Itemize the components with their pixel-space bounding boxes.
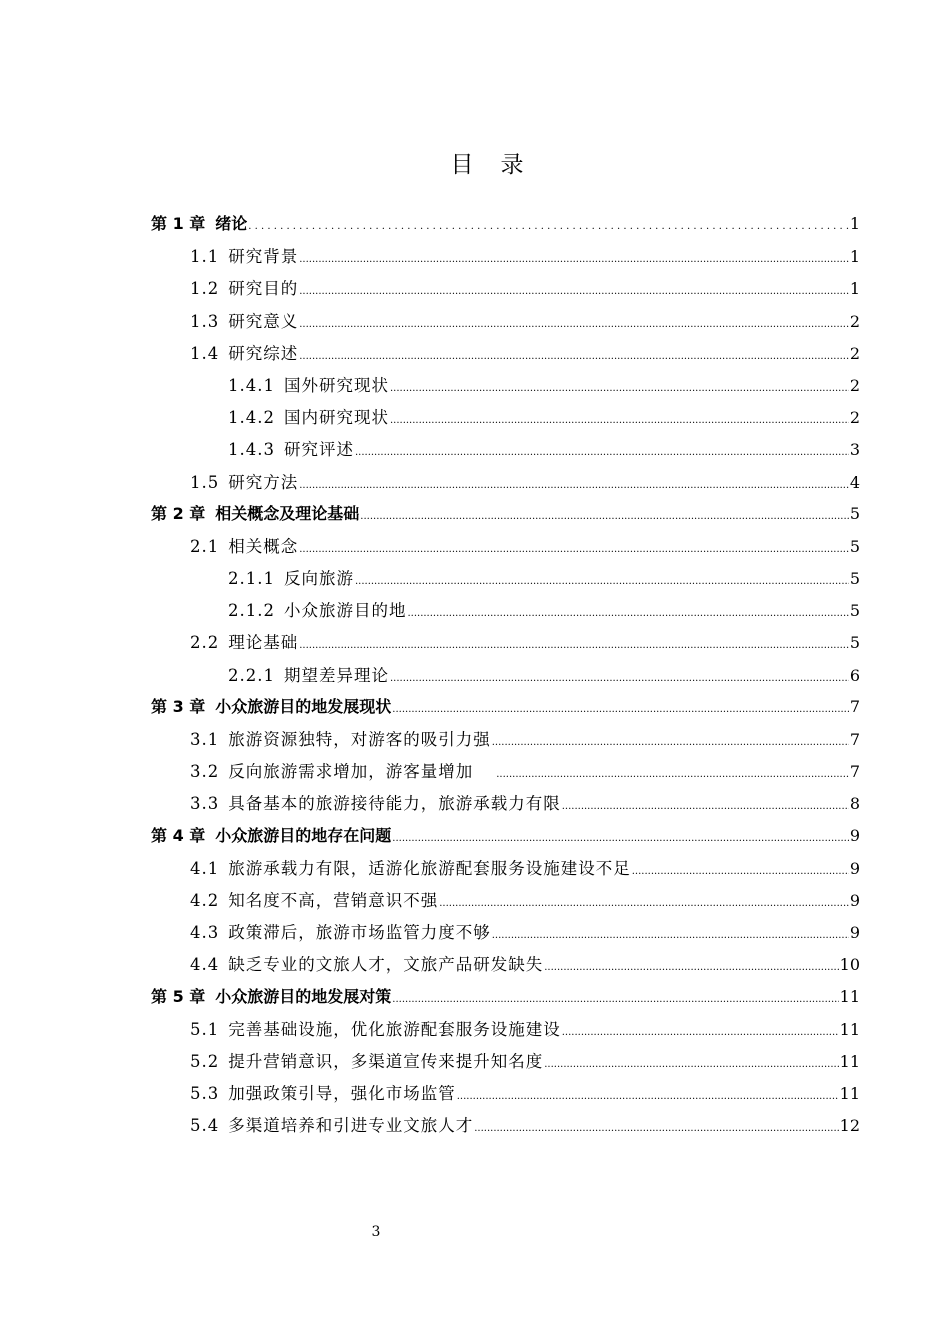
- toc-number: 第 5 章: [151, 986, 206, 1006]
- toc-page: 2: [849, 375, 860, 395]
- toc-title: 加强政策引导，强化市场监管: [228, 1084, 456, 1104]
- dot-leader: [544, 1059, 838, 1070]
- dot-leader: [474, 1123, 838, 1134]
- toc-title: 研究综述: [228, 343, 299, 363]
- toc-chapter-2[interactable]: [151, 501, 860, 533]
- toc-title: 小众旅游目的地发展对策: [215, 986, 392, 1006]
- dot-leader: [299, 254, 849, 265]
- toc-title: 相关概念: [228, 536, 299, 556]
- toc-title: 多渠道培养和引进专业文旅人才: [228, 1116, 474, 1136]
- toc-title: 小众旅游目的地: [283, 601, 407, 621]
- toc-section-3-2[interactable]: [151, 758, 860, 790]
- toc-section-5-3[interactable]: [151, 1080, 860, 1112]
- toc-chapter-1[interactable]: [151, 211, 860, 243]
- dot-leader: [355, 447, 849, 458]
- toc-number: 2.2: [190, 633, 220, 653]
- toc-number: 4.1: [190, 858, 220, 878]
- toc-number: 1.2: [190, 279, 220, 299]
- dot-leader: [457, 1091, 839, 1102]
- dot-leader: [544, 962, 838, 973]
- toc-chapter-3[interactable]: [151, 694, 860, 726]
- toc-section-1-2[interactable]: [151, 275, 860, 307]
- toc-number: 第 4 章: [151, 825, 206, 845]
- dot-leader: [390, 415, 849, 426]
- toc-page: 6: [849, 665, 860, 685]
- toc-page: 10: [839, 955, 860, 975]
- toc-number: 5.4: [190, 1116, 220, 1136]
- toc-page: 11: [839, 1019, 860, 1039]
- toc-title: 政策滞后，旅游市场监管力度不够: [228, 923, 491, 943]
- toc-section-2-2[interactable]: [151, 629, 860, 661]
- dot-leader: [562, 801, 849, 812]
- toc-page: 9: [849, 890, 860, 910]
- toc-title: 小众旅游目的地发展现状: [215, 696, 392, 716]
- dot-leader: [492, 737, 849, 748]
- toc-page: 7: [849, 730, 860, 749]
- toc-page: 9: [849, 858, 860, 878]
- toc-title: 具备基本的旅游接待能力，旅游承载力有限: [228, 794, 561, 814]
- toc-title: 提升营销意识，多渠道宣传来提升知名度: [228, 1051, 544, 1071]
- dot-leader: [392, 994, 838, 1005]
- toc-page: 5: [849, 633, 860, 653]
- dot-leader: [492, 930, 849, 941]
- toc-title: 期望差异理论: [283, 665, 389, 685]
- toc-subsection-1-4-1[interactable]: [151, 372, 860, 404]
- toc-section-5-1[interactable]: [151, 1016, 860, 1048]
- toc-page: 3: [849, 440, 860, 460]
- toc-number: 1.4.3: [228, 440, 275, 460]
- toc-subsection-1-4-3[interactable]: [151, 436, 860, 468]
- toc-title: 研究评述: [283, 440, 354, 460]
- toc-section-1-5[interactable]: [151, 469, 860, 501]
- dot-leader: [562, 1027, 839, 1038]
- toc-page: 5: [849, 503, 860, 523]
- table-of-contents: [151, 211, 860, 1144]
- dot-leader: [632, 866, 849, 877]
- dot-leader: [407, 608, 848, 619]
- toc-title: 知名度不高，营销意识不强: [228, 890, 439, 910]
- toc-number: 3.3: [190, 794, 220, 814]
- toc-section-1-1[interactable]: [151, 243, 860, 275]
- dot-leader: [299, 351, 849, 362]
- toc-number: 5.2: [190, 1051, 220, 1071]
- dot-leader: [248, 221, 849, 232]
- toc-page: 8: [849, 794, 860, 814]
- toc-page: 5: [849, 601, 860, 621]
- toc-title: 缺乏专业的文旅人才，文旅产品研发缺失: [228, 955, 544, 975]
- toc-page: 9: [849, 825, 860, 845]
- toc-number: 5.1: [190, 1019, 220, 1039]
- toc-section-3-3[interactable]: [151, 790, 860, 822]
- toc-title: 理论基础: [228, 633, 299, 653]
- dot-leader: [360, 511, 849, 522]
- toc-page: 11: [839, 1051, 860, 1071]
- toc-section-1-4[interactable]: [151, 340, 860, 372]
- toc-title: 绪论: [215, 214, 248, 233]
- toc-number: 1.4.1: [228, 375, 275, 395]
- toc-title: 研究意义: [228, 311, 299, 331]
- toc-page: 11: [839, 1084, 860, 1104]
- toc-number: 1.4: [190, 343, 220, 363]
- toc-chapter-5[interactable]: [151, 984, 860, 1016]
- toc-title: 反向旅游需求增加，游客量增加: [228, 762, 474, 782]
- toc-page: 7: [849, 762, 860, 782]
- dot-leader: [355, 576, 849, 587]
- dot-leader: [390, 673, 849, 684]
- toc-page: 11: [839, 986, 860, 1006]
- toc-chapter-4[interactable]: [151, 823, 860, 855]
- toc-number: 4.4: [190, 955, 220, 975]
- toc-subsection-2-1-1[interactable]: [151, 565, 860, 597]
- toc-section-2-1[interactable]: [151, 533, 860, 565]
- toc-subsection-1-4-2[interactable]: [151, 404, 860, 436]
- page-title: 目 录: [450, 152, 526, 178]
- toc-number: 2.1: [190, 536, 220, 556]
- toc-section-3-1[interactable]: [151, 726, 860, 758]
- toc-section-4-2[interactable]: [151, 887, 860, 919]
- toc-section-4-4[interactable]: [151, 951, 860, 983]
- toc-number: 3.1: [190, 730, 220, 749]
- toc-section-5-2[interactable]: [151, 1048, 860, 1080]
- dot-leader: [392, 704, 849, 715]
- toc-page: 9: [849, 923, 860, 943]
- toc-number: 第 2 章: [151, 503, 206, 523]
- dot-leader: [299, 544, 849, 555]
- toc-section-4-1[interactable]: [151, 855, 860, 887]
- toc-title: 旅游资源独特，对游客的吸引力强: [228, 730, 491, 749]
- toc-title: 研究目的: [228, 279, 299, 299]
- toc-number: 2.2.1: [228, 665, 275, 685]
- dot-leader: [299, 286, 849, 297]
- toc-page: 1: [849, 247, 860, 267]
- toc-number: 5.3: [190, 1084, 220, 1104]
- toc-section-1-3[interactable]: [151, 308, 860, 340]
- dot-leader: [390, 383, 849, 394]
- page-number: 3: [371, 1224, 381, 1240]
- toc-number: 4.3: [190, 923, 220, 943]
- toc-title: 旅游承载力有限，适游化旅游配套服务设施建设不足: [228, 858, 631, 878]
- toc-number: 2.1.1: [228, 569, 275, 589]
- dot-leader: [439, 898, 849, 909]
- toc-number: 1.1: [190, 247, 220, 267]
- dot-leader: [299, 480, 849, 491]
- toc-page: 7: [849, 696, 860, 716]
- toc-title: 国外研究现状: [283, 375, 389, 395]
- toc-title: 国内研究现状: [283, 408, 389, 428]
- dot-leader: [299, 640, 849, 651]
- toc-number: 2.1.2: [228, 601, 275, 621]
- toc-page: 4: [849, 472, 860, 492]
- toc-number: 1.5: [190, 472, 220, 492]
- toc-page: 5: [849, 569, 860, 589]
- toc-number: 4.2: [190, 890, 220, 910]
- toc-title: 相关概念及理论基础: [215, 503, 360, 523]
- toc-page: 5: [849, 536, 860, 556]
- dot-leader: [496, 769, 849, 780]
- toc-number: 3.2: [190, 762, 220, 782]
- toc-number: 1.4.2: [228, 408, 275, 428]
- toc-title: 小众旅游目的地存在问题: [215, 825, 392, 845]
- toc-number: 1.3: [190, 311, 220, 331]
- toc-number: 第 3 章: [151, 696, 206, 716]
- toc-page: 1: [849, 214, 860, 233]
- dot-leader: [392, 833, 849, 844]
- toc-title: 反向旅游: [283, 569, 354, 589]
- toc-page: 2: [849, 343, 860, 363]
- toc-subsection-2-2-1[interactable]: [151, 662, 860, 694]
- toc-title: 完善基础设施，优化旅游配套服务设施建设: [228, 1019, 561, 1039]
- dot-leader: [299, 319, 849, 330]
- toc-subsection-2-1-2[interactable]: [151, 597, 860, 629]
- toc-section-5-4[interactable]: [151, 1112, 860, 1144]
- toc-page: 2: [849, 408, 860, 428]
- toc-number: 第 1 章: [151, 214, 206, 233]
- toc-title: 研究方法: [228, 472, 299, 492]
- toc-page: 2: [849, 311, 860, 331]
- toc-page: 1: [849, 279, 860, 299]
- toc-section-4-3[interactable]: [151, 919, 860, 951]
- toc-page: 12: [839, 1116, 860, 1136]
- toc-title: 研究背景: [228, 247, 299, 267]
